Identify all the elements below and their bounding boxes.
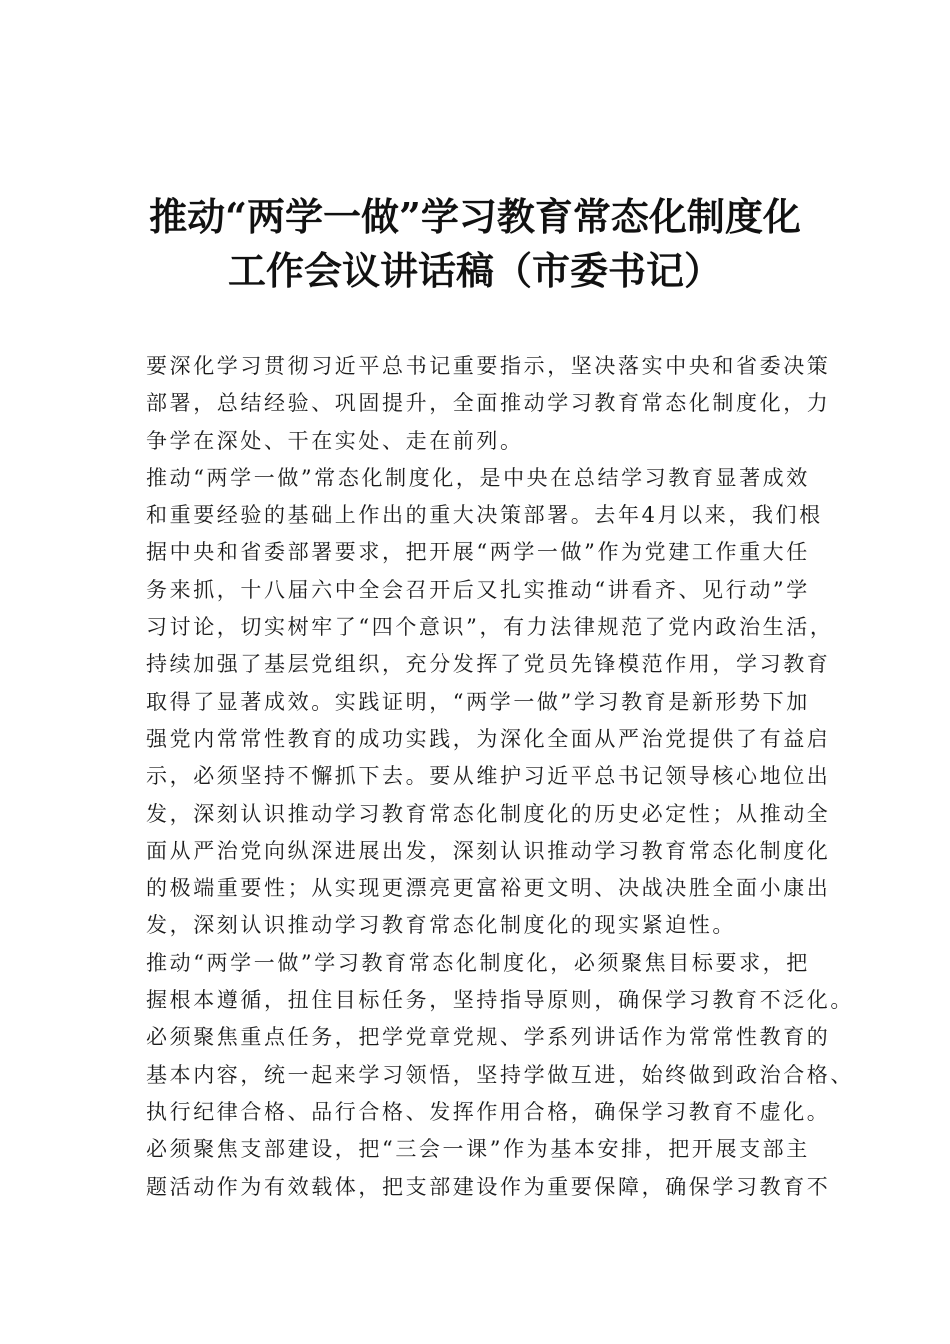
body-line: 部署，总结经验、巩固提升，全面推动学习教育常态化制度化，力 xyxy=(146,391,831,416)
document-title-line-1: 推动“两学一做”学习教育常态化制度化 xyxy=(149,194,801,239)
body-line: 发，深刻认识推动学习教育常态化制度化的现实紧迫性。 xyxy=(146,913,736,938)
body-line: 发，深刻认识推动学习教育常态化制度化的历史必定性；从推动全 xyxy=(146,801,831,826)
body-line: 取得了显著成效。实践证明，“两学一做”学习教育是新形势下加 xyxy=(146,689,810,714)
body-line: 执行纪律合格、品行合格、发挥作用合格，确保学习教育不虚化。 xyxy=(146,1099,831,1124)
body-line: 和重要经验的基础上作出的重大决策部署。去年4月以来，我们根 xyxy=(146,503,823,528)
document-title-line-2: 工作会议讲话稿（市委书记） xyxy=(227,248,722,293)
body-line: 推动“两学一做”常态化制度化，是中央在总结学习教育显著成效 xyxy=(146,465,810,490)
body-line: 必须聚焦支部建设，把“三会一课”作为基本安排，把开展支部主 xyxy=(146,1137,810,1162)
body-line: 推动“两学一做”学习教育常态化制度化，必须聚焦目标要求，把 xyxy=(146,950,810,975)
body-line: 要深化学习贯彻习近平总书记重要指示，坚决落实中央和省委决策 xyxy=(146,354,831,378)
body-line: 握根本遵循，扭住目标任务，坚持指导原则，确保学习教育不泛化。 xyxy=(146,988,854,1013)
body-line: 习讨论，切实树牢了“四个意识”，有力法律规范了党内政治生活， xyxy=(146,615,834,640)
body-line: 强党内常常性教育的成功实践，为深化全面从严治党提供了有益启 xyxy=(146,726,831,751)
body-line: 面从严治党向纵深进展出发，深刻认识推动学习教育常态化制度化 xyxy=(146,838,831,863)
body-line: 的极端重要性；从实现更漂亮更富裕更文明、决战决胜全面小康出 xyxy=(146,876,831,901)
body-line: 基本内容，统一起来学习领悟，坚持学做互进，始终做到政治合格、 xyxy=(146,1062,854,1087)
body-line: 题活动作为有效载体，把支部建设作为重要保障，确保学习教育不 xyxy=(146,1174,831,1199)
body-line: 持续加强了基层党组织，充分发挥了党员先锋模范作用，学习教育 xyxy=(146,652,831,677)
body-line: 务来抓，十八届六中全会召开后又扎实推动“讲看齐、见行动”学 xyxy=(146,577,810,602)
body-line: 据中央和省委部署要求，把开展“两学一做”作为党建工作重大任 xyxy=(146,540,810,565)
body-line: 示，必须坚持不懈抓下去。要从维护习近平总书记领导核心地位出 xyxy=(146,764,831,789)
body-line: 必须聚焦重点任务，把学党章党规、学系列讲话作为常常性教育的 xyxy=(146,1025,831,1050)
body-line: 争学在深处、干在实处、走在前列。 xyxy=(146,428,524,453)
document-body xyxy=(146,348,854,1206)
